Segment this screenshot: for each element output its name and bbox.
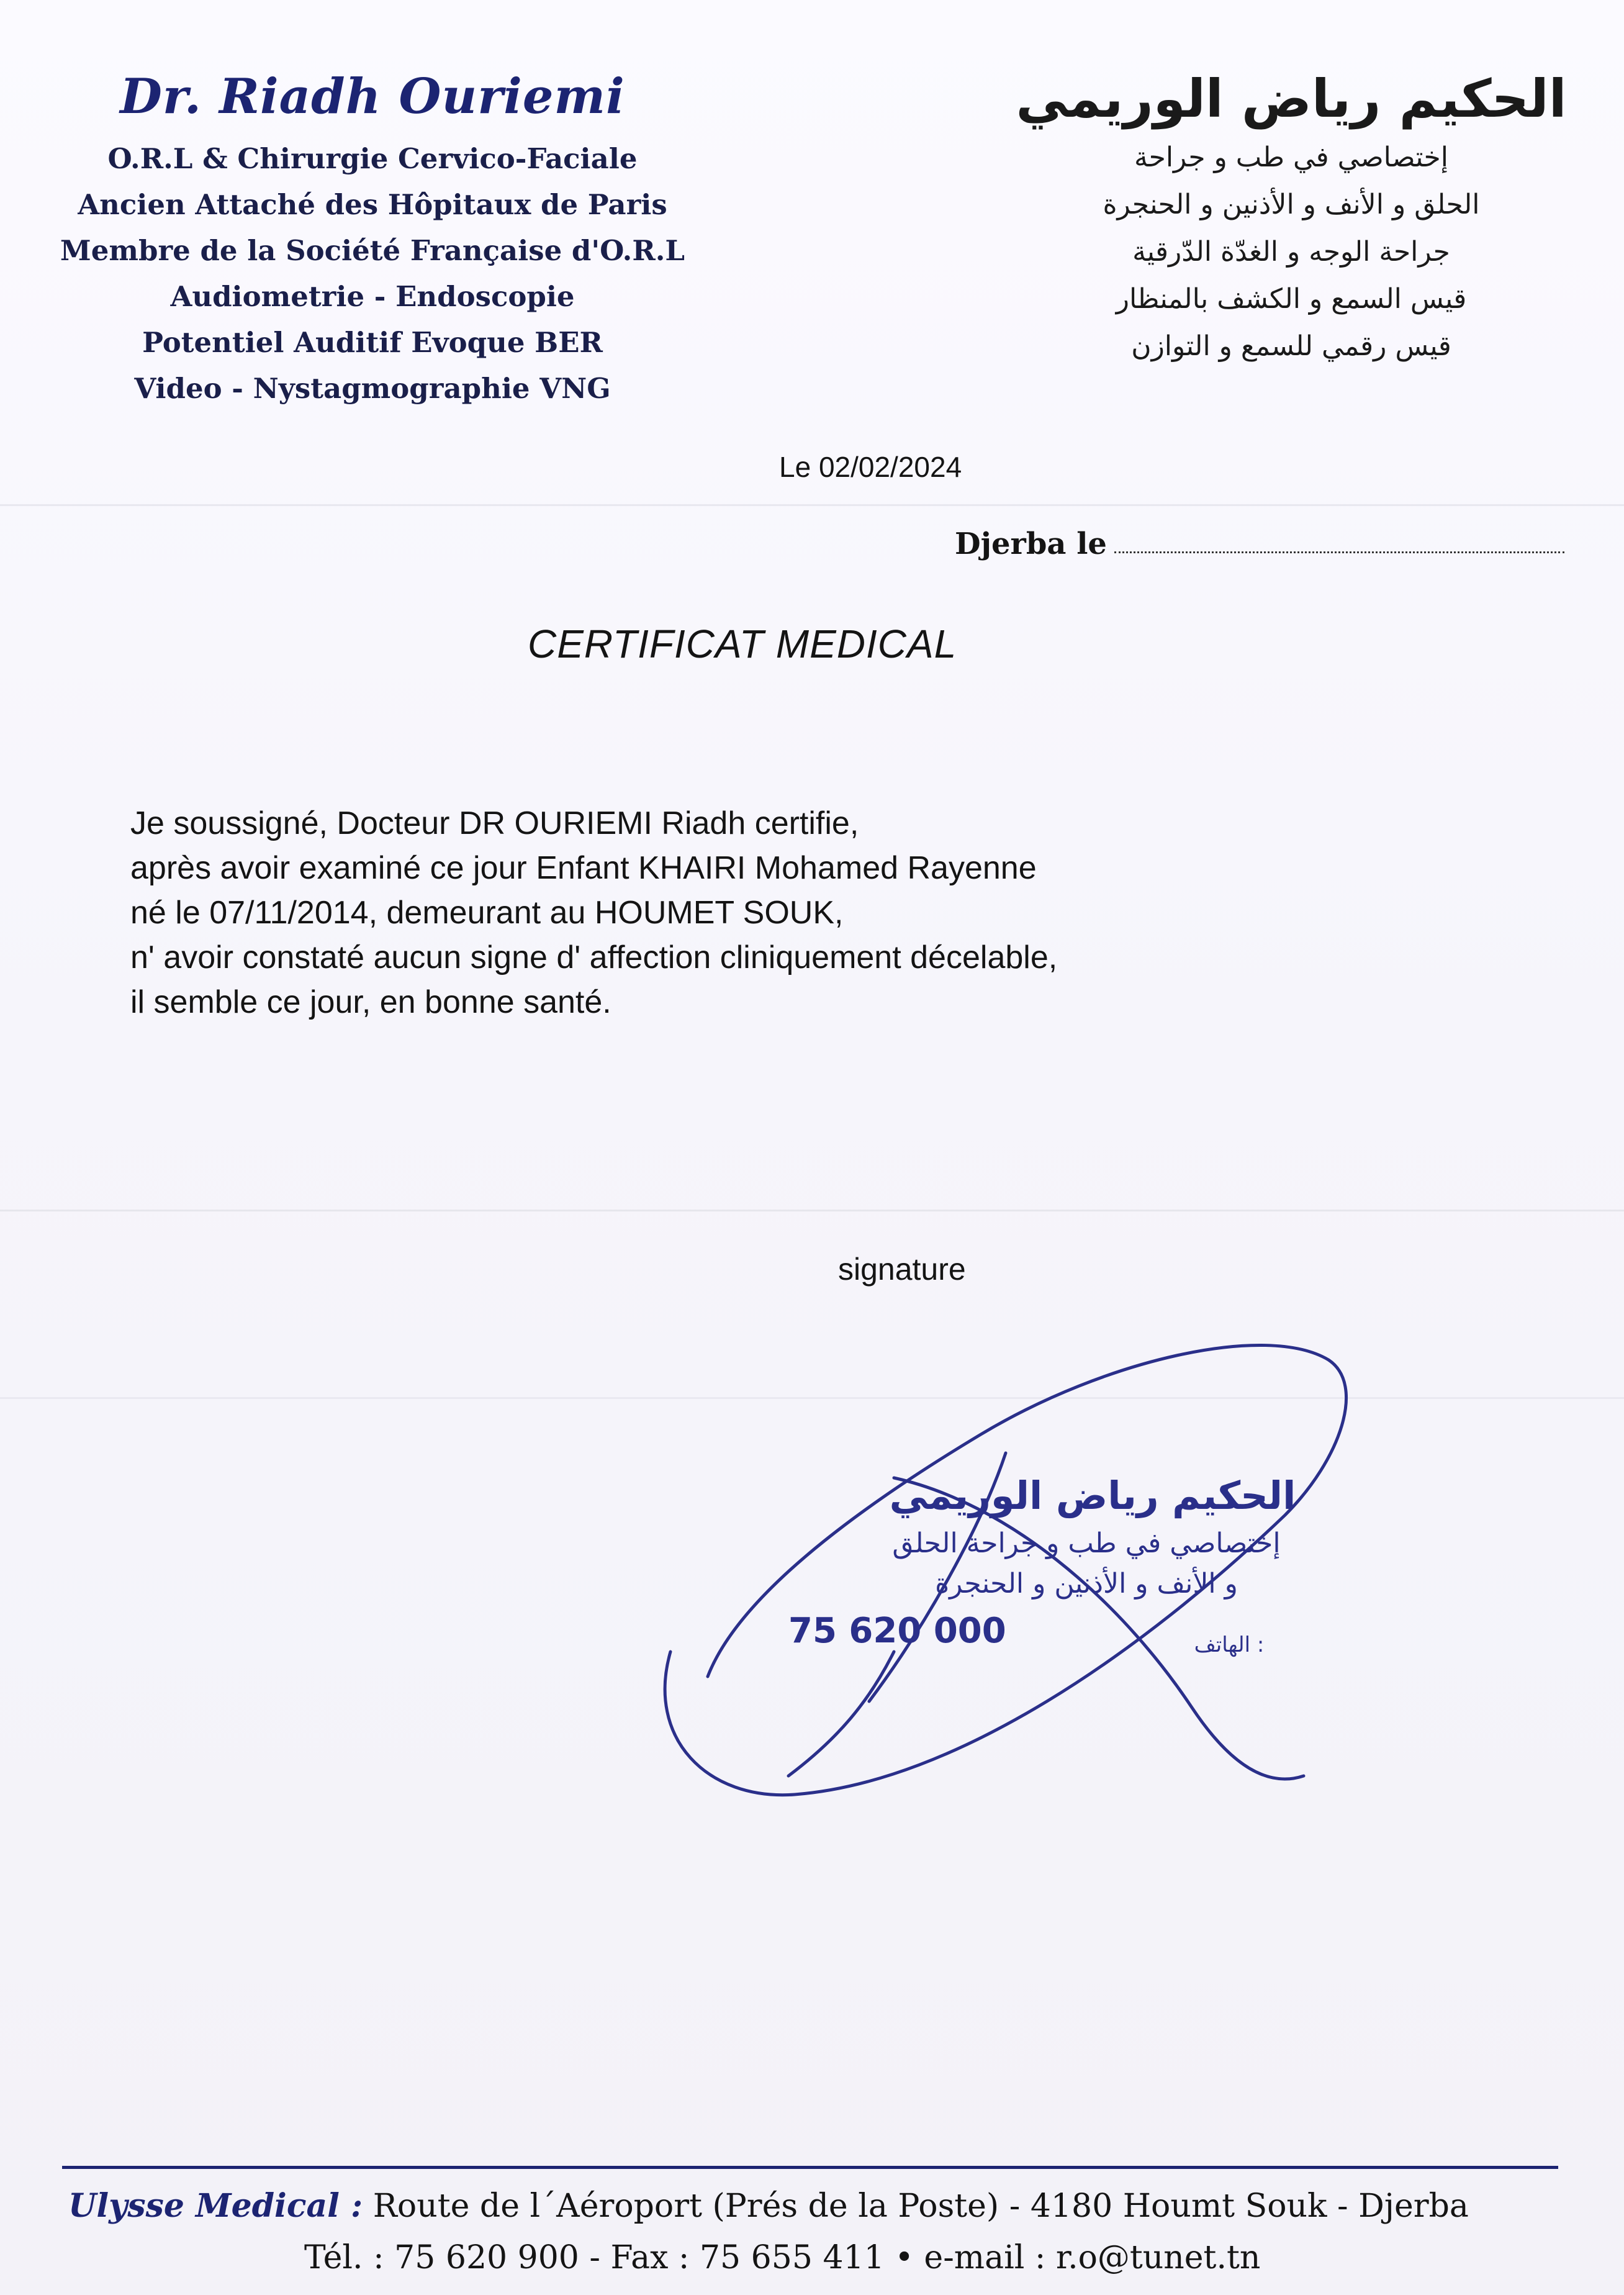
arabic-line: إختصاصي في طب و جراحة (1134, 142, 1448, 173)
arabic-line: قيس رقمي للسمع و التوازن (1131, 330, 1451, 362)
body-line: né le 07/11/2014, demeurant au HOUMET SOUK, (130, 895, 844, 931)
arabic-line: قيس السمع و الكشف بالمنظار (1116, 283, 1467, 315)
service-line: Potentiel Auditif Evoque BER (142, 326, 603, 359)
service-line: Audiometrie - Endoscopie (170, 280, 575, 313)
paper-fold (0, 1210, 1624, 1211)
body-line: il semble ce jour, en bonne santé. (130, 984, 611, 1020)
stamp-phone: 75 620 000 (788, 1611, 1006, 1651)
letterhead-right-arabic (993, 68, 1589, 370)
arabic-line: الحلق و الأنف و الأذنين و الحنجرة (1103, 189, 1480, 220)
stamp-line: و الأنف و الأذنين و الحنجرة (935, 1568, 1238, 1600)
doctor-name: Dr. Riadh Ouriemi (120, 68, 625, 125)
body-line: Je soussigné, Docteur DR OURIEMI Riadh certifie, (130, 805, 859, 841)
doctor-stamp-and-signature (633, 1304, 1378, 1826)
footer-divider (62, 2166, 1558, 2169)
stamp-line: إختصاصي في طب و جراحة الحلق (892, 1528, 1281, 1559)
footer-address (68, 2187, 1558, 2225)
place-label: Djerba le (955, 527, 1107, 561)
body-line: après avoir examiné ce jour Enfant KHAIRI Mohamed Rayenne (130, 850, 1037, 886)
footer-contact: Tél. : 75 620 900 - Fax : 75 655 411 • e-mail : r.o@tunet.tn (304, 2239, 1261, 2276)
document-title: CERTIFICAT MEDICAL (528, 622, 957, 666)
credential-line: Ancien Attaché des Hôpitaux de Paris (78, 188, 667, 221)
clinic-name: Ulysse Medical : (68, 2187, 363, 2225)
paper-fold (0, 504, 1624, 506)
clinic-address: Route de l´Aéroport (Prés de la Poste) - 4180 Houmt Souk - Djerba (372, 2188, 1469, 2225)
certificate-date: Le 02/02/2024 (779, 451, 962, 483)
service-line: Video - Nystagmographie VNG (134, 372, 611, 405)
body-line: n' avoir constaté aucun signe d' affection cliniquement décelable, (130, 939, 1058, 975)
arabic-line: جراحة الوجه و الغدّة الدّرقية (1132, 236, 1450, 268)
signature-stroke (788, 1652, 894, 1776)
specialty-line: O.R.L & Chirurgie Cervico-Faciale (107, 142, 638, 175)
stamp-name: الحكيم رياض الوريمي (889, 1473, 1296, 1518)
signature-label: signature (838, 1252, 966, 1287)
letterhead-left (50, 68, 695, 412)
dotted-line (1114, 551, 1564, 553)
doctor-name-arabic: الحكيم رياض الوريمي (1016, 68, 1567, 129)
stamp-phone-label: : الهاتف (1194, 1632, 1265, 1657)
credential-line: Membre de la Société Française d'O.R.L (60, 234, 685, 267)
certificate-body (130, 801, 1403, 1025)
